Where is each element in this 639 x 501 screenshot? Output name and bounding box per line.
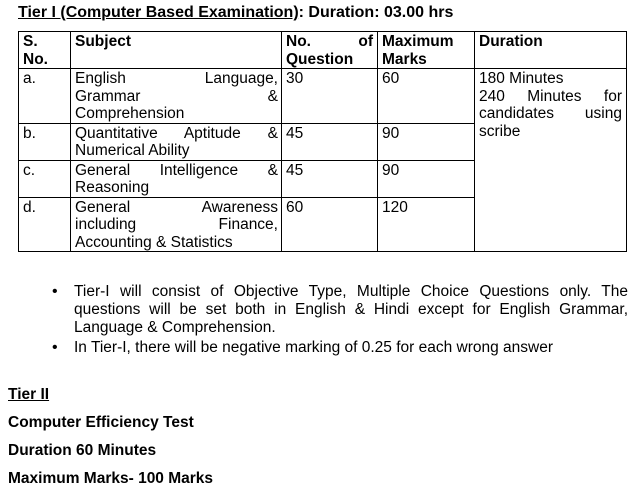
row-sno: d. (19, 197, 71, 252)
subject-line: Numerical Ability (75, 142, 190, 159)
tier2-test-name: Computer Efficiency Test (8, 414, 194, 431)
bullet-icon: • (52, 339, 58, 356)
notes-list (52, 283, 628, 357)
list-item (52, 339, 628, 357)
subject-line: General Awareness (75, 198, 278, 216)
row-subject (71, 160, 282, 197)
subject-line: Comprehension (75, 105, 185, 122)
header-subject: Subject (71, 32, 282, 69)
row-questions: 45 (282, 123, 378, 160)
duration-line: 180 Minutes (479, 70, 564, 87)
note-text: Tier-I will consist of Objective Type, Multiple Choice Questions only. The questions will be set both in English & Hindi except for English Grammar, Language & Comprehension. (74, 283, 628, 336)
subject-line: Grammar & (75, 87, 278, 105)
tier1-heading (18, 4, 453, 22)
row-sno: b. (19, 123, 71, 160)
header-max-line2: Marks (382, 50, 427, 68)
row-questions: 45 (282, 160, 378, 197)
row-sno: a. (19, 69, 71, 124)
header-sno (19, 32, 71, 69)
row-marks: 60 (378, 69, 475, 124)
header-noq-line2: Question (286, 50, 354, 68)
header-sno-line1: S. (23, 33, 38, 50)
row-marks: 120 (378, 197, 475, 252)
table-row (19, 69, 627, 124)
row-questions: 30 (282, 69, 378, 124)
table-header-row (19, 32, 627, 69)
subject-line: General Intelligence & (75, 161, 278, 179)
tier1-heading-duration: : Duration: 03.00 hrs (298, 4, 454, 21)
duration-cell (475, 69, 627, 252)
header-noq-line1 (286, 33, 373, 51)
row-subject (71, 197, 282, 252)
row-subject (71, 69, 282, 124)
duration-line: candidates using (479, 105, 622, 122)
header-duration: Duration (475, 32, 627, 69)
subject-line: Accounting & Statistics (75, 233, 233, 251)
subject-line: Quantitative Aptitude & (75, 124, 278, 142)
header-noq-no: No. (286, 33, 311, 50)
row-subject (71, 123, 282, 160)
subject-line: including Finance, (75, 216, 278, 233)
header-max-line1: Maximum (382, 33, 454, 50)
note-text: In Tier-I, there will be negative marking of 0.25 for each wrong answer (74, 339, 554, 356)
duration-line: 240 Minutes for (479, 87, 622, 105)
tier2-duration: Duration 60 Minutes (8, 442, 157, 459)
header-sno-line2: No. (23, 50, 48, 68)
row-marks: 90 (378, 123, 475, 160)
header-noq-of: of (358, 33, 373, 50)
header-maximum-marks (378, 32, 475, 69)
header-no-of-question (282, 32, 378, 69)
list-item (52, 283, 628, 337)
subject-line: English Language, (75, 70, 278, 87)
row-questions: 60 (282, 197, 378, 252)
duration-line: scribe (479, 122, 521, 140)
tier2-heading: Tier II (8, 386, 50, 403)
subject-line: Reasoning (75, 179, 150, 196)
bullet-icon: • (52, 283, 58, 300)
tier2-max-marks: Maximum Marks- 100 Marks (8, 470, 214, 487)
tier1-heading-title: Tier I (Computer Based Examination) (18, 4, 299, 21)
row-sno: c. (19, 160, 71, 197)
exam-pattern-table (18, 31, 627, 252)
row-marks: 90 (378, 160, 475, 197)
